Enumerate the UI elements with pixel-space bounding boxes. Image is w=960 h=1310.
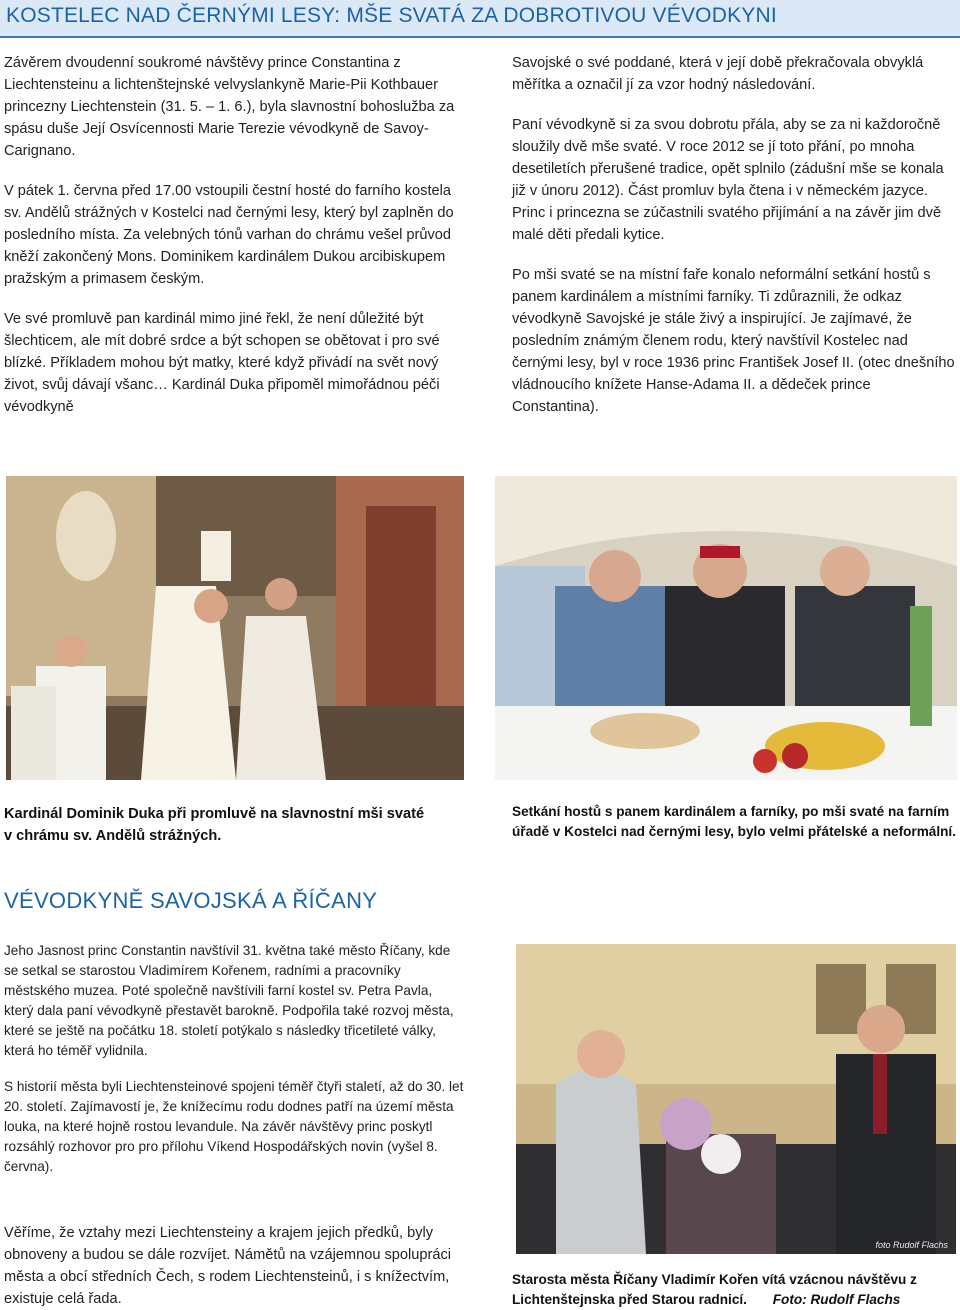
caption-mayor-welcome — [512, 1270, 957, 1310]
article2-paragraph: Jeho Jasnost princ Constantin navštívil 31. května také město Říčany, kde se setkal se starostou Vladimírem Kořenem, radními a pracovníky městského muzea. Poté společně navštívili farní kostel sv. Petra Pavla, který dala paní vévodkyně přestavět barokně. Podpořila také rozvoj města, které se ještě na počátku 18. století potýkalo s následky třicetileté války, která ho téměř vylidnila. — [4, 943, 454, 1058]
photo-cardinal-mass-image — [6, 476, 464, 780]
photo-cardinal-mass — [6, 476, 464, 780]
photo-parish-meeting-image — [495, 476, 957, 780]
photo-mayor-welcome — [516, 944, 956, 1254]
article1-paragraph: Savojské o své poddané, která v její době překračovala obvyklá měřítka a označil jí za vzor hodný následování. — [512, 55, 924, 93]
article2-column — [4, 941, 464, 1193]
article1-paragraph: Ve své promluvě pan kardinál mimo jiné řekl, že není důležité být šlechticem, ale mít dobré srdce a být schopen se obětovat i pro své blízké. Příkladem mohou být matky, které když přivádí na svět nový život, svůj dávají všanc… Kardinál Duka připoměl mimořádnou péči vévodkyně — [4, 311, 440, 415]
photo-credit: foto Rudolf Flachs — [875, 1240, 948, 1250]
article1-paragraph: Po mši svaté se na místní faře konalo neformální setkání hostů s panem kardinálem a místními farníky. Ti zdůraznili, že odkaz vévodkyně Savojské je stále živý a inspirující. Je zajímavé, že posledním známým členem rodu, který navštívil Kostelec nad černými lesy, byl v roce 1936 princ František Josef II. (otec dnešního vládnoucího knížete Hanse-Adama II. a dědeček prince Constantina). — [512, 267, 955, 415]
caption-parish-meeting: Setkání hostů s panem kardinálem a farníky, po mši svaté na farním úřadě v Kostelci nad černými lesy, bylo velmi přátelské a neformální. — [512, 804, 956, 839]
article2-closing-paragraph: Věříme, že vztahy mezi Liechtensteiny a krajem jejich předků, byly obnoveny a budou se dále rozvíjet. Námětů na vzájemnou spolupráci města a obcí středních Čech, s rodem Liechtensteinů, i s knížectvím, existuje celá řada. — [4, 1225, 452, 1307]
section-title: VÉVODKYNĚ SAVOJSKÁ A ŘÍČANY — [4, 888, 378, 913]
page-title: KOSTELEC NAD ČERNÝMI LESY: MŠE SVATÁ ZA DOBROTIVOU VÉVODKYNI — [6, 4, 777, 27]
article1-paragraph: Závěrem dvoudenní soukromé návštěvy prince Constantina z Liechtensteinu a lichtenštejnské velvyslankyně Marie-Pii Kothbauer princezny Liechtenstein (31. 5. – 1. 6.), byla slavnostní bohoslužba za spásu duše Její Osvícennosti Marie Terezie vévodkyně de Savoy-Carignano. — [4, 55, 455, 159]
caption-cardinal-mass: Kardinál Dominik Duka při promluvě na slavnostní mši svaté v chrámu sv. Andělů strážných. — [4, 806, 425, 844]
article1-paragraph: Paní vévodkyně si za svou dobrotu přála, aby se za ni každoročně sloužily dvě mše svaté. V roce 2012 se jí toto přání, po mnoha desetiletích přerušené tradice, opět splnilo (zádušní mše se konala již v únoru 2012). Část promluv byla čtena i v německém jazyce. Princ i princezna se zúčastnili svatého přijímání a na závěr jim dvě malé děti předali kytice. — [512, 117, 944, 243]
caption-mayor-welcome-text: Starosta města Říčany Vladimír Kořen vítá vzácnou návštěvu z Lichtenštejnska před Starou radnicí. — [512, 1272, 917, 1307]
article1-right-column — [512, 52, 957, 436]
article1-paragraph: V pátek 1. června před 17.00 vstoupili čestní hosté do farního kostela sv. Andělů strážných v Kostelci nad černými lesy, který byl zaplněn do posledního místa. Za velebných tónů varhan do chrámu vešel průvod kněží zakončený Mons. Dominikem kardinálem Dukou arcibiskupem pražským a primasem českým. — [4, 183, 454, 287]
caption-foto-credit: Foto: Rudolf Flachs — [772, 1292, 901, 1307]
page-headline — [0, 0, 960, 38]
photo-mayor-welcome-image — [516, 944, 956, 1254]
photo-parish-meeting — [495, 476, 957, 780]
article1-left-column — [4, 52, 466, 436]
article2-paragraph: S historií města byli Liechtensteinové spojeni téměř čtyři staletí, až do 30. let 20. století. Zajímavostí je, že knížecímu rodu dodnes patří na území města louka, na které hojně rostou levandule. Na závěr návštěvy princ poskytl rozsáhlý rozhovor pro pro přílohu Víkend Hospodářských novin (vyšel 8. června). — [4, 1079, 464, 1174]
article2-closing — [4, 1222, 466, 1310]
